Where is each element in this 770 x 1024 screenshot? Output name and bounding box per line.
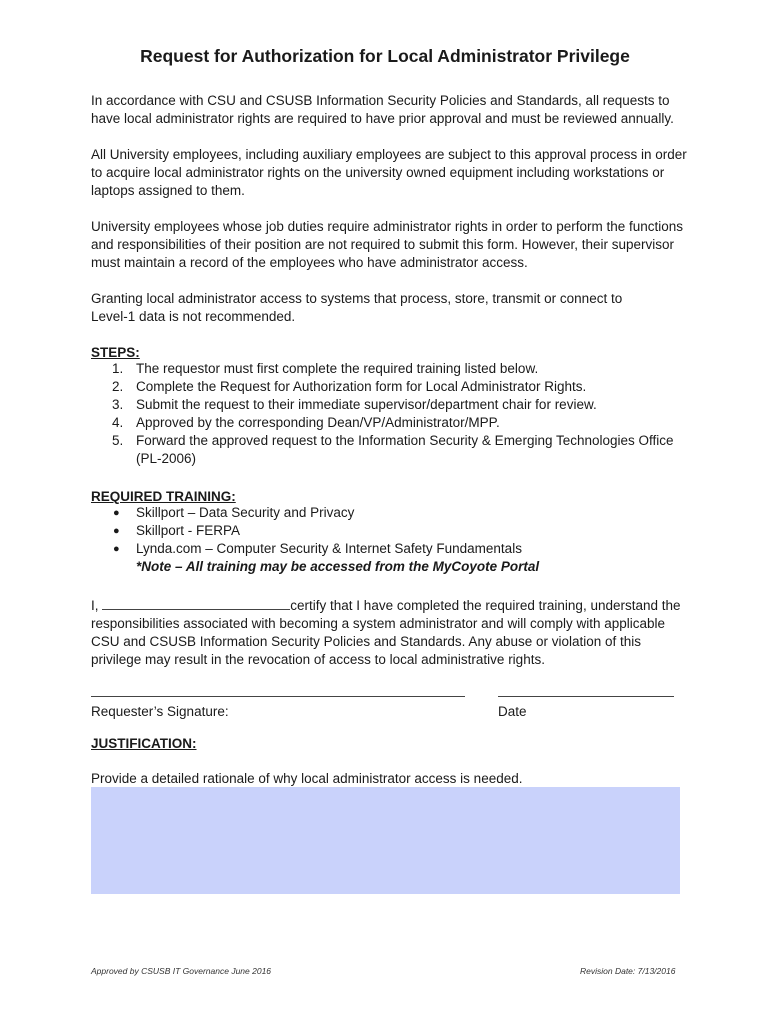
training-text: Skillport – Data Security and Privacy (136, 505, 355, 520)
bullet-icon: ● (113, 543, 120, 555)
step-text: Forward the approved request to the Information Security & Emerging Technologies Office (PL-2006) (136, 433, 674, 466)
name-blank-field[interactable] (102, 596, 290, 610)
training-item (91, 522, 691, 540)
justification-prompt: Provide a detailed rationale of why local administrator access is needed. (91, 771, 523, 786)
justification-heading: JUSTIFICATION: (91, 736, 197, 751)
footer-revision-date: Revision Date: 7/13/2016 (580, 966, 676, 976)
step-text: The requestor must first complete the required training listed below. (136, 361, 539, 376)
step-number: 1. (112, 361, 124, 376)
intro-paragraph-4: Granting local administrator access to systems that process, store, transmit or connect to Level-1 data is not recommended. (91, 291, 623, 324)
intro-paragraph-3: University employees whose job duties require administrator rights in order to perform the functions and responsibilities of their position are not required to submit this form. However, their supervisor must maintain a record of the employees who have administrator access. (91, 219, 684, 270)
step-text: Submit the request to their immediate supervisor/department chair for review. (136, 397, 597, 412)
step-number: 4. (112, 415, 124, 430)
training-item (91, 504, 691, 522)
step-number: 5. (112, 433, 124, 448)
step-item (91, 396, 691, 414)
training-list (91, 504, 691, 558)
footer-approval: Approved by CSUSB IT Governance June 2016 (91, 966, 272, 976)
training-heading: REQUIRED TRAINING: (91, 489, 236, 504)
step-item (91, 378, 691, 396)
signature-label: Requester’s Signature: (91, 704, 229, 719)
step-text: Complete the Request for Authorization form for Local Administrator Rights. (136, 379, 587, 394)
bullet-icon: ● (113, 525, 120, 537)
step-text: Approved by the corresponding Dean/VP/Administrator/MPP. (136, 415, 500, 430)
page-title: Request for Authorization for Local Administrator Privilege (140, 46, 630, 66)
step-item (91, 360, 691, 378)
certification-paragraph (91, 596, 683, 669)
step-number: 2. (112, 379, 124, 394)
training-text: Lynda.com – Computer Security & Internet Safety Fundamentals (136, 541, 522, 556)
date-label: Date (498, 704, 527, 719)
training-text: Skillport - FERPA (136, 523, 241, 538)
step-number: 3. (112, 397, 124, 412)
certification-prefix: I, (91, 598, 99, 613)
training-item (91, 540, 691, 558)
intro-paragraph-2: All University employees, including auxiliary employees are subject to this approval process in order to acquire local administrator rights on the university owned equipment including workstations or laptops assigned to them. (91, 147, 687, 198)
step-item (91, 432, 691, 468)
intro-paragraph-1: In accordance with CSU and CSUSB Information Security Policies and Standards, all requests to have local administrator rights are required to have prior approval and must be reviewed annually. (91, 93, 674, 126)
steps-list (91, 360, 691, 468)
bullet-icon: ● (113, 507, 120, 519)
justification-textarea[interactable] (91, 787, 680, 894)
training-note: *Note – All training may be accessed from the MyCoyote Portal (136, 559, 540, 574)
signature-line[interactable] (91, 696, 465, 697)
step-item (91, 414, 691, 432)
date-line[interactable] (498, 696, 674, 697)
steps-heading: STEPS: (91, 345, 140, 360)
certification-text: certify that I have completed the required training, understand the responsibilities associated with becoming a system administrator and will comply with applicable CSU and CSUSB Information Security Policies and Standards. Any abuse or violation of this privilege may result in the revocation of access to local administrative rights. (91, 598, 681, 667)
